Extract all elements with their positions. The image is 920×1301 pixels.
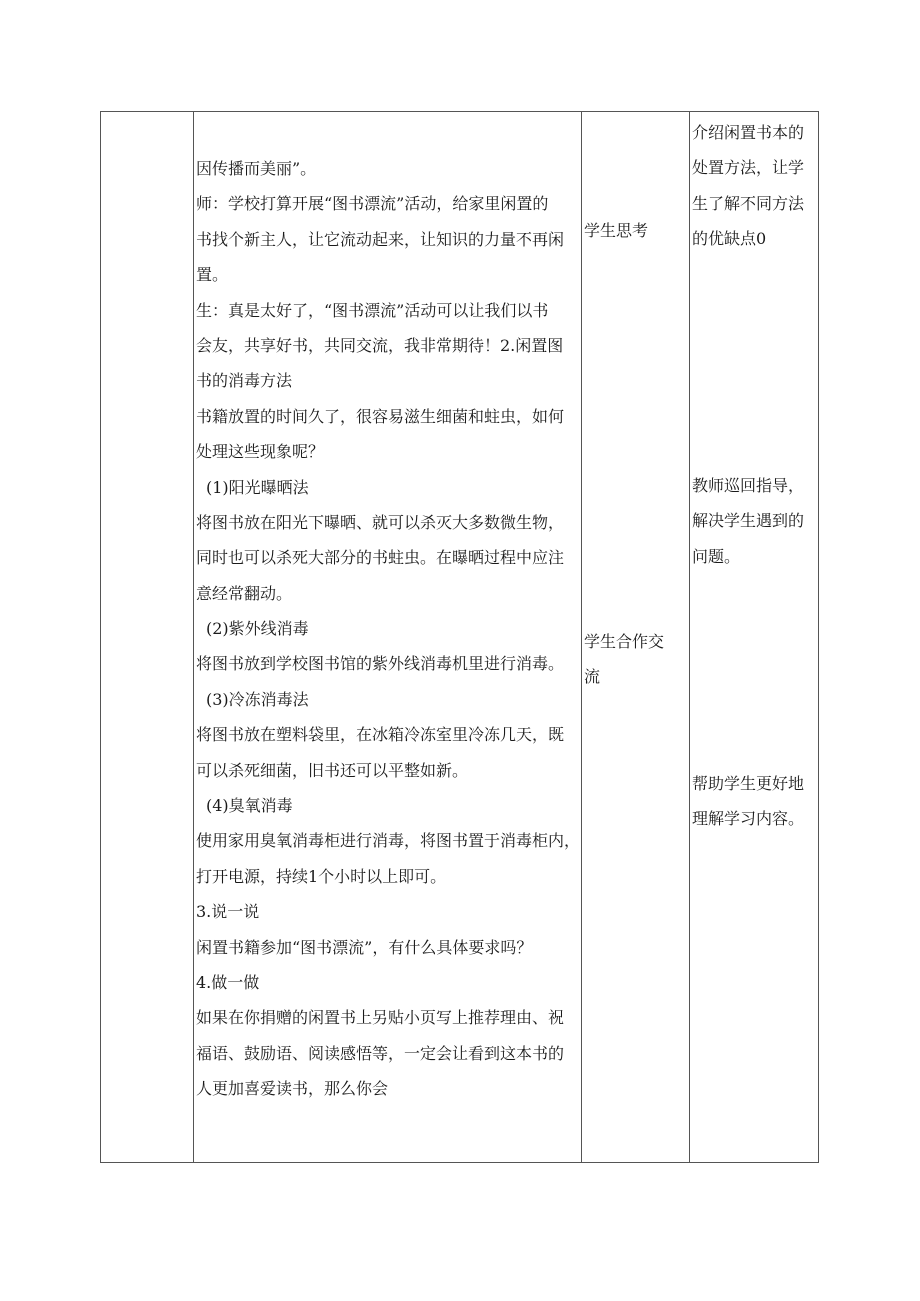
lesson-plan-table	[100, 111, 819, 1163]
text-line: 使用家用臭氧消毒柜进行消毒，将图书置于消毒柜内，	[196, 831, 581, 851]
text-line: 师：学校打算开展“图书漂流”活动，给家里闲置的	[196, 194, 549, 214]
student-activity-cell	[584, 624, 689, 695]
text-line: 同时也可以杀死大部分的书蛀虫。在曝晒过程中应注	[196, 548, 565, 568]
text-line: 解决学生遇到的	[692, 511, 805, 531]
column-divider	[581, 112, 582, 1162]
text-line: 打开电源，持续1个小时以上即可。	[196, 866, 447, 886]
text-line: 书找个新主人，让它流动起来，让知识的力量不再闲	[196, 229, 565, 249]
text-line: 学生思考	[584, 221, 649, 240]
text-line: 书籍放置的时间久了，很容易滋生细菌和蛀虫，如何	[196, 406, 565, 426]
text-line: 流	[584, 667, 601, 687]
text-line: 福语、鼓励语、阅读感悟等，一定会让看到这本书的	[196, 1043, 565, 1063]
column-divider	[193, 112, 194, 1162]
text-line: 置。	[196, 265, 229, 285]
design-intent-cell	[692, 468, 817, 574]
text-line: 书的消毒方法	[196, 371, 293, 391]
text-line: 4.做一做	[196, 972, 260, 992]
text-line: 学生合作交	[584, 632, 665, 651]
text-line: 处置方法，让学	[692, 158, 805, 178]
text-line: 将图书放在塑料袋里，在冰箱冷冻室里冷冻几天，既	[196, 725, 565, 745]
text-line: 帮助学生更好地	[692, 774, 805, 793]
text-line: 介绍闲置书本的	[692, 123, 805, 142]
text-line: 3.说一说	[196, 902, 260, 922]
text-line: 人更加喜爱读书，那么你会	[196, 1079, 389, 1099]
text-line: 问题。	[692, 546, 741, 566]
text-line: 处理这些现象呢？	[196, 442, 325, 462]
text-line: 将图书放在阳光下曝晒、就可以杀灭大多数微生物，	[196, 512, 565, 532]
text-line: (1)阳光曝晒法	[206, 477, 309, 497]
student-activity-cell	[584, 213, 689, 248]
design-intent-cell	[692, 766, 817, 837]
text-line: 意经常翻动。	[196, 583, 293, 603]
text-line: 将图书放到学校图书馆的紫外线消毒机里进行消毒。	[196, 654, 565, 674]
text-line: 会友，共享好书，共同交流，我非常期待！2.闲置图	[196, 335, 564, 355]
text-line: 理解学习内容。	[692, 809, 805, 829]
text-line: 闲置书籍参加“图书漂流”，有什么具体要求吗？	[196, 937, 533, 957]
design-intent-cell	[692, 115, 817, 257]
text-line: 生了解不同方法	[692, 193, 805, 213]
text-line: (2)紫外线消毒	[206, 619, 309, 639]
text-line: 教师巡回指导，	[692, 476, 805, 495]
teaching-process-cell	[196, 151, 581, 1107]
text-line: 的优缺点0	[692, 229, 767, 249]
text-line: 生：真是太好了，“图书漂流”活动可以让我们以书	[196, 300, 549, 320]
text-line: (4)臭氧消毒	[206, 796, 293, 816]
text-line: 因传播而美丽”。	[196, 159, 317, 178]
column-divider	[689, 112, 690, 1162]
text-line: 如果在你捐赠的闲置书上另贴小页写上推荐理由、祝	[196, 1008, 565, 1028]
text-line: (3)冷冻消毒法	[206, 689, 309, 709]
text-line: 可以杀死细菌，旧书还可以平整如新。	[196, 760, 469, 780]
